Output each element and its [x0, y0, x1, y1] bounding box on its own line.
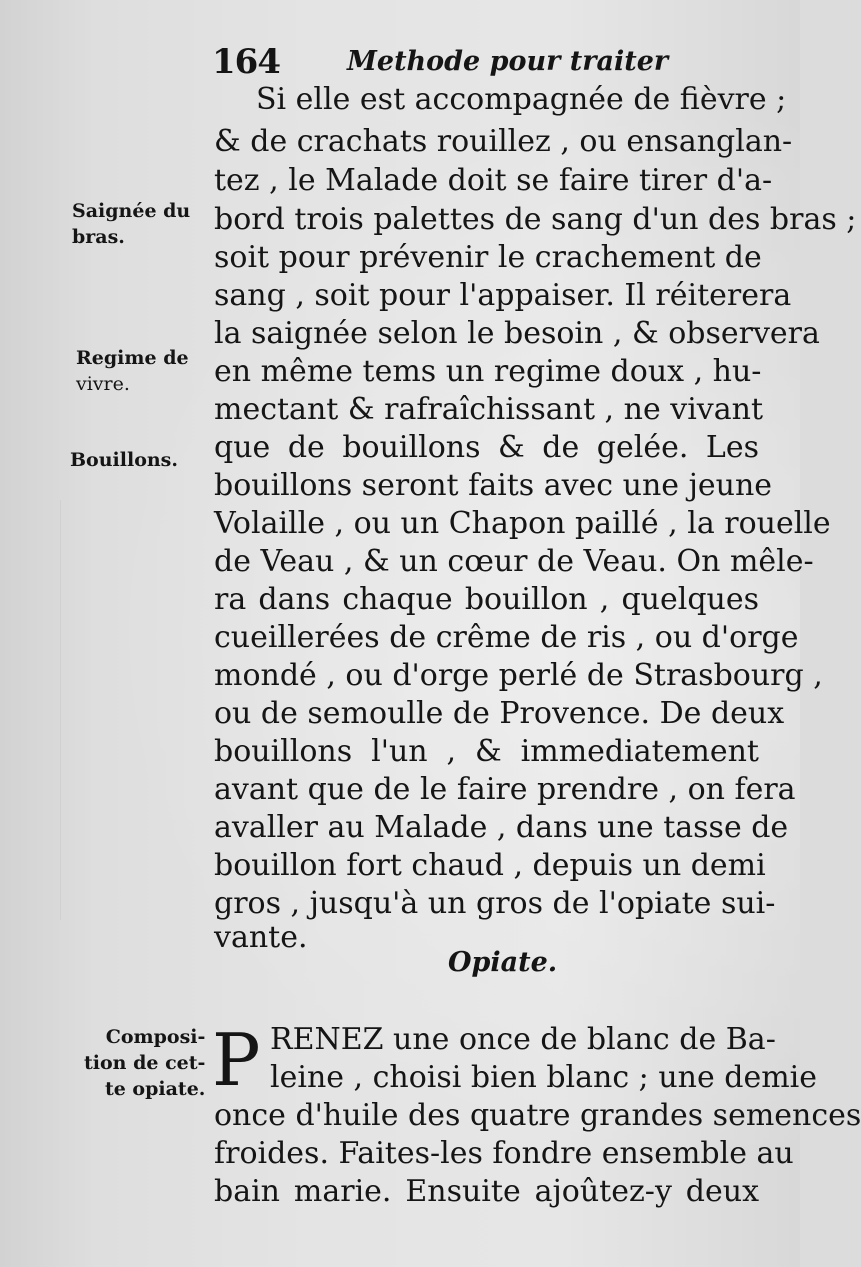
- recipe-line: once d'huile des quatre grandes semences: [214, 1098, 861, 1133]
- margin-note-regime: [76, 345, 189, 397]
- page-number: 164: [212, 42, 280, 82]
- text-line: Volaille , ou un Chapon paillé , la rouelle: [214, 506, 831, 541]
- recipe-line: leine , choisi bien blanc ; une demie: [270, 1060, 818, 1095]
- text-line: bouillon fort chaud , depuis un demi: [214, 848, 766, 883]
- margin-note-line: Regime de: [76, 347, 189, 369]
- margin-note-line: Bouillons.: [70, 449, 178, 471]
- section-heading: Opiate.: [448, 947, 558, 978]
- text-line: ou de semoulle de Provence. De deux: [214, 696, 785, 731]
- margin-note-line: bras.: [72, 226, 125, 248]
- text-line: mondé , ou d'orge perlé de Strasbourg ,: [214, 658, 823, 693]
- recipe-line: froides. Faites-les fondre ensemble au: [214, 1136, 794, 1171]
- bleed-through-texture: [60, 500, 151, 920]
- text-line: cueillerées de crême de ris , ou d'orge: [214, 620, 799, 655]
- text-line: & de crachats rouillez , ou ensanglan-: [214, 124, 793, 159]
- recipe-line: RENEZ une once de blanc de Ba-: [270, 1022, 776, 1057]
- text-line: en même tems un regime doux , hu-: [214, 354, 762, 389]
- text-line: la saignée selon le besoin , & observera: [214, 316, 820, 351]
- text-line: bouillons l'un , & immediatement: [214, 734, 759, 769]
- text-line: que de bouillons & de gelée. Les: [214, 430, 759, 465]
- text-line: avant que de le faire prendre , on fera: [214, 772, 796, 807]
- text-line: ra dans chaque bouillon , quelques: [214, 582, 759, 617]
- drop-cap: P: [212, 1018, 261, 1102]
- text-line: mectant & rafraîchissant , ne vivant: [214, 392, 763, 427]
- margin-note-line: tion de cet-: [84, 1052, 206, 1074]
- text-line: bord trois palettes de sang d'un des bras ;: [214, 202, 857, 237]
- recipe-line: bain marie. Ensuite ajoûtez-y deux: [214, 1174, 759, 1209]
- text-line: tez , le Malade doit se faire tirer d'a-: [214, 163, 773, 198]
- margin-note-line: Saignée du: [72, 200, 191, 222]
- text-line: de Veau , & un cœur de Veau. On mêle-: [214, 544, 814, 579]
- text-line: soit pour prévenir le crachement de: [214, 240, 762, 275]
- text-line: Si elle est accompagnée de fièvre ;: [256, 82, 787, 117]
- margin-note-line: Composi-: [105, 1026, 206, 1048]
- text-line: gros , jusqu'à un gros de l'opiate sui-: [214, 886, 776, 921]
- margin-note-line: vivre.: [76, 373, 130, 395]
- text-line: sang , soit pour l'appaiser. Il réiterera: [214, 278, 792, 313]
- margin-note-bouillons: [70, 447, 178, 473]
- margin-note-composition: [84, 1024, 205, 1102]
- margin-note-saignee: [72, 198, 190, 250]
- running-title: Methode pour traiter: [347, 46, 669, 77]
- page-header: [212, 40, 772, 80]
- margin-note-line: te opiate.: [104, 1078, 206, 1100]
- text-line: bouillons seront faits avec une jeune: [214, 468, 773, 503]
- text-line: avaller au Malade , dans une tasse de: [214, 810, 789, 845]
- text-line: vante.: [214, 920, 308, 955]
